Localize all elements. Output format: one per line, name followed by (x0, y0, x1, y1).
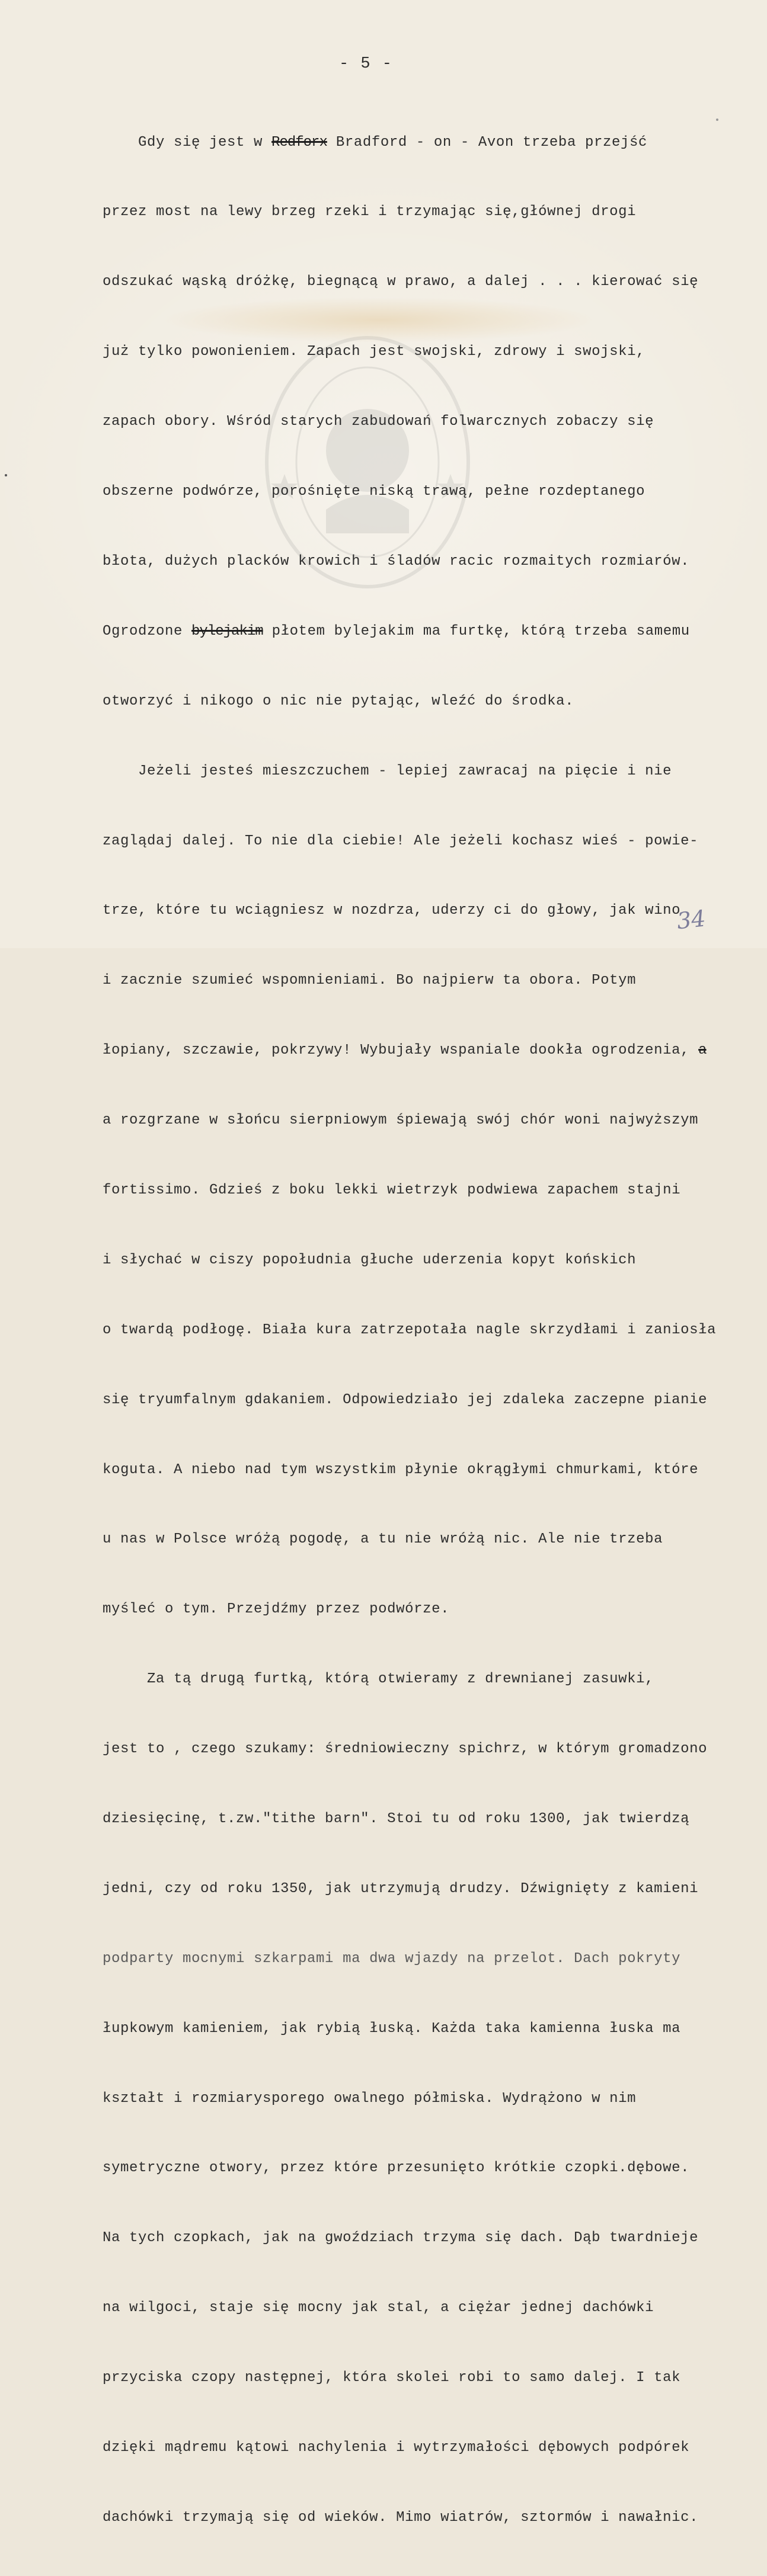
text-line: odszukać wąską dróżkę, biegnącą w prawo, a dalej . . . kierować się (103, 274, 699, 290)
ink-speck (5, 474, 7, 476)
text-line: przyciska czopy następnej, która skolei robi to samo dalej. I tak (103, 2370, 681, 2386)
text-line: dzięki mądremu kątowi nachylenia i wytrzymałości dębowych podpórek (103, 2439, 690, 2456)
text-line: jest to , czego szukamy: średniowieczny spichrz, w którym gromadzono (103, 1741, 708, 1758)
text-line: symetryczne otwory, przez które przesunięto krótkie czopki.dębowe. (103, 2160, 690, 2177)
text-line: obszerne podwórze, porośnięte niską trawą, pełne rozdeptanego (103, 484, 645, 500)
text-line: o twardą podłogę. Biała kura zatrzepotała nagle skrzydłami i zaniosła (103, 1321, 717, 1338)
text-line: Ogrodzone bylejakim płotem bylejakim ma furtkę, którą trzeba samemu (103, 623, 690, 639)
text-line: Jeżeli jesteś mieszczuchem - lepiej zawracaj na pięcie i nie (103, 763, 672, 779)
text-line: koguta. A niebo nad tym wszystkim płynie okrągłymi chmurkami, które (103, 1461, 699, 1478)
text-line: dachówki trzymają się od wieków. Mimo wiatrów, sztormów i nawałnic. (103, 2509, 699, 2526)
text-line: u nas w Polsce wróżą pogodę, a tu nie wróżą nic. Ale nie trzeba (103, 1531, 663, 1548)
text-line: zaglądaj dalej. To nie dla ciebie! Ale jeżeli kochasz wieś - powie- (103, 833, 699, 849)
ink-speck (716, 119, 718, 121)
handwritten-folio-number: 34 (675, 905, 707, 935)
text-line: łupkowym kamieniem, jak rybią łuską. Każda taka kamienna łuska ma (103, 2020, 681, 2037)
text-line: Na tych czopkach, jak na gwoździach trzyma się dach. Dąb twardnieje (103, 2230, 699, 2247)
text-line: dziesięcinę, t.zw."tithe barn". Stoi tu od roku 1300, jak twierdzą (103, 1810, 690, 1827)
text-line: fortissimo. Gdzieś z boku lekki wietrzyk podwiewa zapachem stajni (103, 1182, 681, 1198)
text-line: na wilgoci, staje się mocny jak stal, a ciężar jednej dachówki (103, 2300, 654, 2316)
text-line: błota, dużych placków krowich i śladów racic rozmaitych rozmiarów. (103, 553, 690, 569)
text-line: przez most na lewy brzeg rzeki i trzymając się,głównej drogi (103, 204, 637, 220)
text-line: i słychać w ciszy popołudnia głuche uderzenia kopyt końskich (103, 1252, 637, 1268)
text-line: myśleć o tym. Przejdźmy przez podwórze. (103, 1601, 450, 1618)
struck-out-letter: a (698, 1042, 707, 1059)
struck-out-word: bylejakim (191, 623, 263, 639)
text-line: a rozgrzane w słońcu sierpniowym śpiewają swój chór woni najwyższym (103, 1112, 699, 1129)
text-line: kształt i rozmiarysporego owalnego półmiska. Wydrążono w nim (103, 2090, 637, 2107)
typed-text-body (103, 84, 760, 2576)
text-line: Za tą drugą furtką, którą otwieramy z drewnianej zasuwki, (103, 1671, 654, 1688)
text-line: Gdy się jest w Redforx Bradford - on - Avon trzeba przejść (103, 134, 647, 151)
text-line: już tylko powonieniem. Zapach jest swojski, zdrowy i swojski, (103, 344, 645, 360)
text-line: otworzyć i nikogo o nic nie pytając, wleźć do środka. (103, 693, 574, 709)
text-line: zapach obory. Wśród starych zabudowań folwarcznych zobaczy się (103, 414, 654, 430)
text-line: trze, które tu wciągniesz w nozdrza, uderzy ci do głowy, jak wino (103, 903, 681, 919)
text-line: i zacznie szumieć wspomnieniami. Bo najpierw ta obora. Potym (103, 972, 637, 989)
text-line: się tryumfalnym gdakaniem. Odpowiedziało jej zdaleka zaczepne pianie (103, 1391, 708, 1408)
text-line: podparty mocnymi szkarpami ma dwa wjazdy na przelot. Dach pokryty (103, 1950, 681, 1967)
page-number: - 5 - (339, 55, 394, 73)
text-line: jedni, czy od roku 1350, jak utrzymują drudzy. Dźwignięty z kamieni (103, 1880, 699, 1897)
text-line: łopiany, szczawie, pokrzywy! Wybujały wspaniale dookła ogrodzenia, a (103, 1042, 707, 1059)
struck-out-word: Redforx (271, 134, 327, 151)
